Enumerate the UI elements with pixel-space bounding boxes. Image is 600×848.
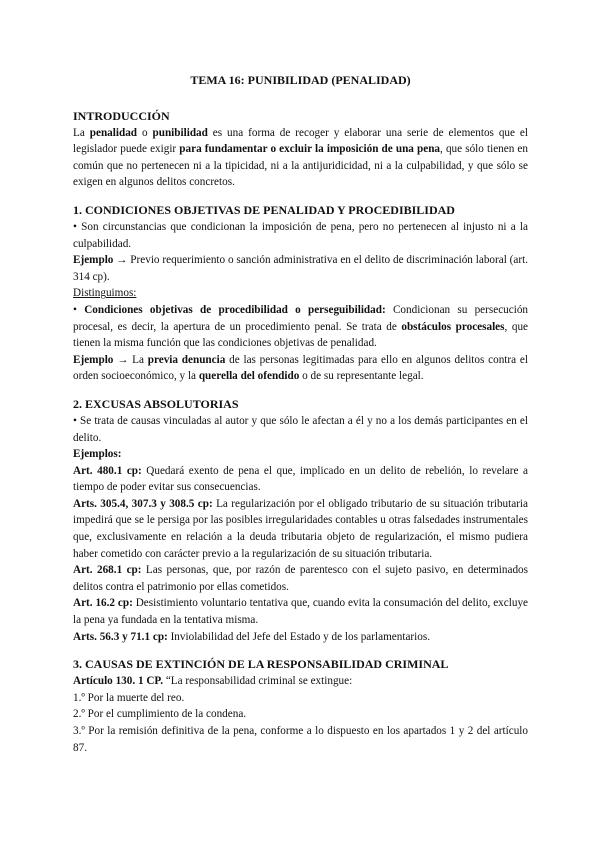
section-1-heading: 1. CONDICIONES OBJETIVAS DE PENALIDAD Y PROCEDIBILIDAD <box>73 202 455 217</box>
section-extincion-responsabilidad <box>73 656 528 756</box>
articles-305-307-308: Arts. 305.4, 307.3 y 308.5 cp: La regularización por el obligado tributario de su situación tributaria impedirá que se le persiga por las posibles irregularidades contables u otras falsedades instrumentales que, exclusivamente en relación a la deuda tributaria objeto de regularización, el mismo pudiera haber cometido con carácter previo a la regularización de su situación tributaria. <box>73 497 528 560</box>
list-item: 2.º Por el cumplimiento de la condena. <box>73 708 247 721</box>
section-3-heading: 3. CAUSAS DE EXTINCIÓN DE LA RESPONSABILIDAD CRIMINAL <box>73 657 449 672</box>
section-1-paragraph-2: • Condiciones objetivas de procedibilidad o perseguibilidad: Condicionan su persecución procesal, es decir, la apertura de un procedimiento penal. Se trata de obstáculos procesales, que tienen la misma función que las condiciones objetivas de penalidad. <box>73 303 529 350</box>
section-1-paragraph-1: • Son circunstancias que condicionan la imposición de pena, pero no pertenecen al injusto ni a la culpabilidad. <box>73 220 528 250</box>
ejemplos-label: Ejemplos: <box>73 448 122 461</box>
article-16-2: Art. 16.2 cp: Desistimiento voluntario tentativa que, cuando evita la consumación del delito, excluye la pena ya fundada en la tentativa misma. <box>73 597 528 627</box>
intro-heading: INTRODUCCIÓN <box>73 108 170 123</box>
section-2-paragraph-1: • Se trata de causas vinculadas al autor y que sólo le afectan a él y no a los demás participantes en el delito. <box>73 414 528 444</box>
section-condiciones-objetivas <box>73 202 528 385</box>
article-480-1: Art. 480.1 cp: Quedará exento de pena el que, implicado en un delito de rebelión, lo revelare a tiempo de poder evitar sus consecuencias. <box>73 464 528 494</box>
list-item: 1.º Por la muerte del reo. <box>73 691 185 704</box>
document-title: TEMA 16: PUNIBILIDAD (PENALIDAD) <box>190 73 411 87</box>
article-268-1: Art. 268.1 cp: Las personas, que, por razón de parentesco con el sujeto pasivo, en determinados delitos contra el patrimonio por ellas cometidos. <box>73 564 528 593</box>
list-item: 3.º Por la remisión definitiva de la pena, conforme a lo dispuesto en los apartados 1 y 2 del artículo 87. <box>73 725 528 754</box>
articles-56-3-71-1: Arts. 56.3 y 71.1 cp: Inviolabilidad del Jefe del Estado y de los parlamentarios. <box>73 630 430 643</box>
distinguimos-label: Distinguimos: <box>73 287 137 300</box>
intro-paragraph: La penalidad o punibilidad es una forma de recoger y elaborar una serie de elementos que el legislador puede exigir para fundamentar o excluir la imposición de una pena, que sólo tienen en común que no pertenecen ni a la tipicidad, ni a la antijuridicidad, ni a la culpabilidad, y que sólo se exigen en algunos delitos concretos. <box>73 126 529 189</box>
section-1-example-2: Ejemplo → La previa denuncia de las personas legitimadas para ello en algunos delitos contra el orden socioeconómico, y la querella del ofendido o de su representante legal. <box>73 353 528 383</box>
section-2-heading: 2. EXCUSAS ABSOLUTORIAS <box>73 396 239 411</box>
section-1-example-1: Ejemplo → Previo requerimiento o sanción administrativa en el delito de discriminación laboral (art. 314 cp). <box>73 254 528 283</box>
section-excusas-absolutorias <box>73 396 528 645</box>
article-130-1: Artículo 130. 1 CP. “La responsabilidad criminal se extingue: <box>73 675 353 688</box>
section-introduccion <box>73 108 528 191</box>
